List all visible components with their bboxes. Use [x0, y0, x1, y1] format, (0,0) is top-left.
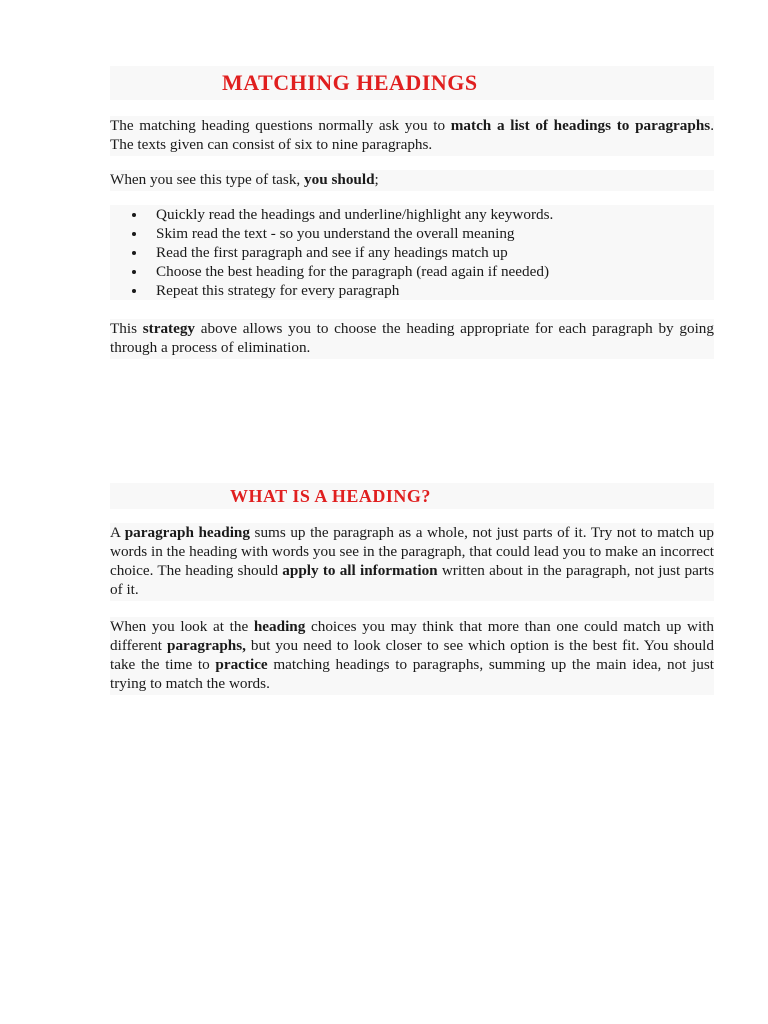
strategy-list — [110, 205, 714, 300]
emphasis-text: paragraphs, — [167, 637, 246, 654]
emphasis-text: apply to all information — [282, 562, 438, 579]
list-item: Repeat this strategy for every paragraph — [110, 281, 714, 300]
heading-choice-paragraph: When you look at the heading choices you may think that more than one could match up with different paragraphs, but you need to look closer to see which option is the best fit. You should take the time to practice matching headings to paragraphs, summing up the main idea, not just trying to match the words. — [110, 617, 714, 695]
document-page — [110, 66, 714, 695]
list-item: Read the first paragraph and see if any headings match up — [110, 243, 714, 262]
strategy-paragraph: This strategy above allows you to choose the heading appropriate for each paragraph by going through a process of elimination. — [110, 319, 714, 359]
list-item: Skim read the text - so you understand the overall meaning — [110, 224, 714, 243]
page-title: MATCHING HEADINGS — [110, 66, 714, 100]
list-item: Quickly read the headings and underline/highlight any keywords. — [110, 205, 714, 224]
heading-definition-paragraph: A paragraph heading sums up the paragraph as a whole, not just parts of it. Try not to match up words in the heading with words you see in the paragraph, that could lead you to make an incorrect choice. The heading should apply to all information written about in the paragraph, not just parts of it. — [110, 523, 714, 601]
emphasis-text: paragraph heading — [124, 524, 250, 541]
emphasis-text: practice — [215, 656, 268, 673]
task-paragraph: When you see this type of task, you should; — [110, 170, 714, 191]
list-item: Choose the best heading for the paragraph (read again if needed) — [110, 262, 714, 281]
emphasis-text: you should — [304, 171, 375, 188]
emphasis-text: heading — [253, 618, 306, 635]
emphasis-text: match a list of headings to paragraphs — [450, 117, 711, 134]
intro-paragraph: The matching heading questions normally ask you to match a list of headings to paragraphs. The texts given can consist of six to nine paragraphs. — [110, 116, 714, 156]
section-title: WHAT IS A HEADING? — [110, 483, 714, 509]
emphasis-text: strategy — [142, 320, 196, 337]
